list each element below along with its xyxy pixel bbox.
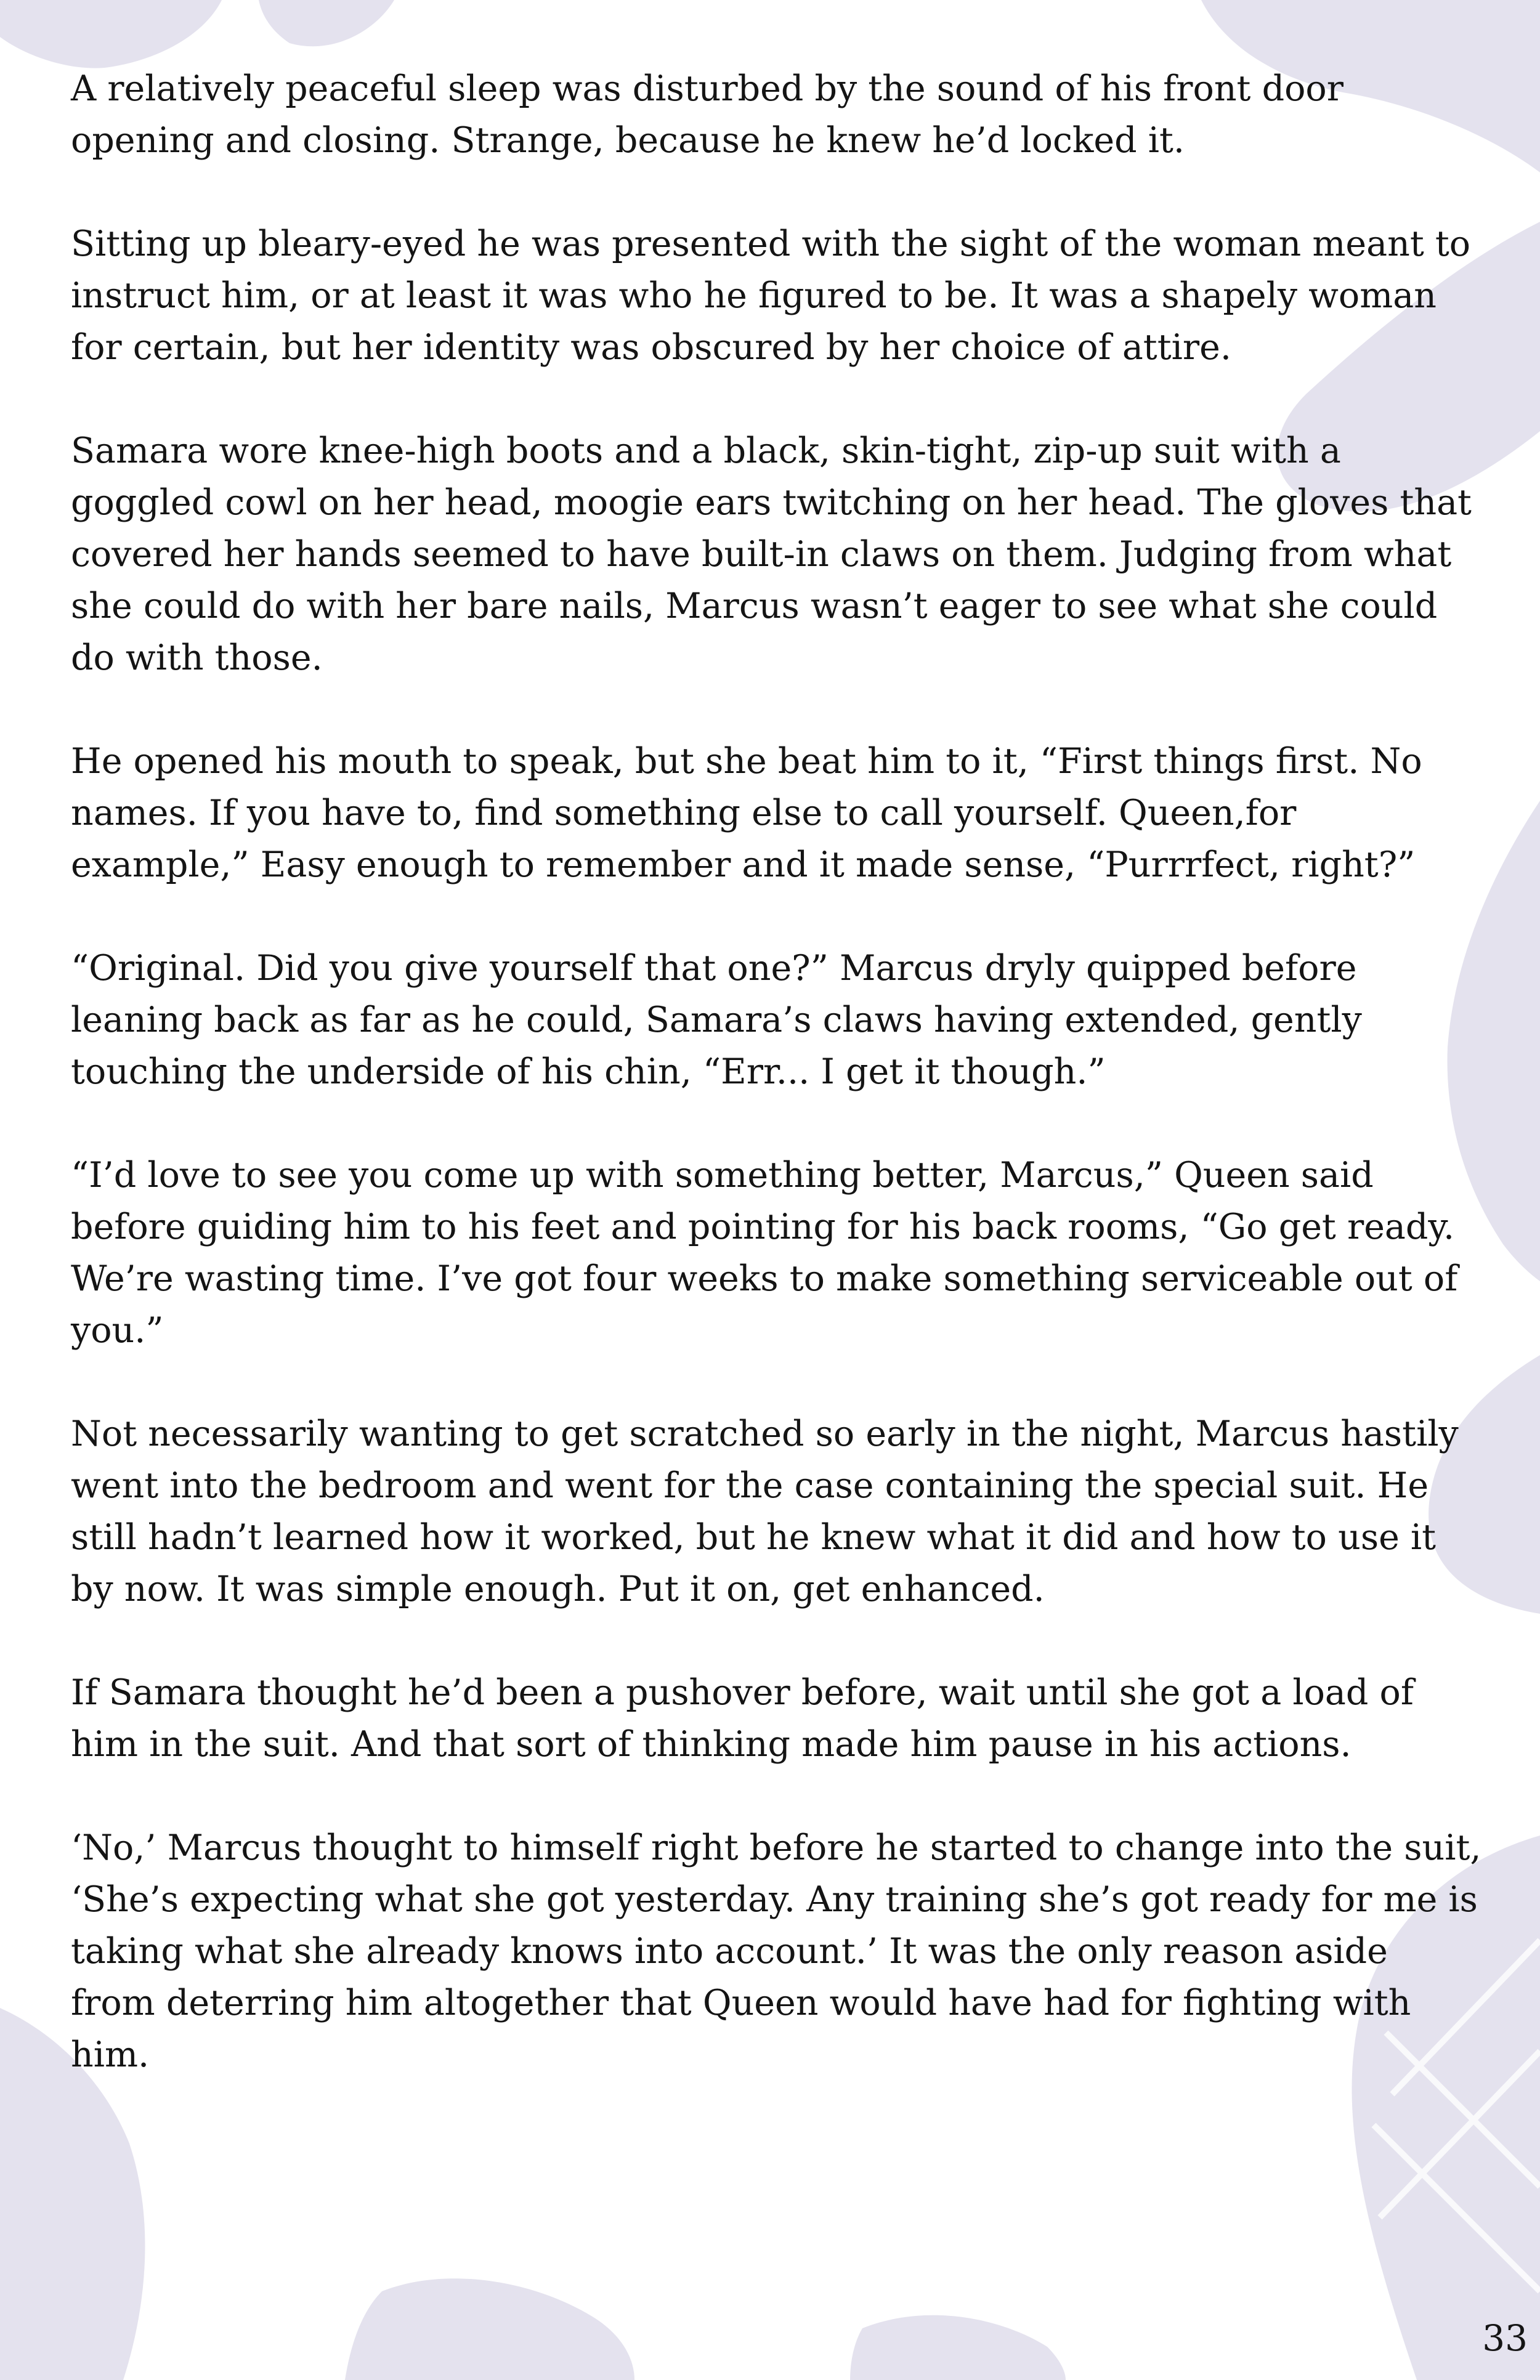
paragraph-2: Sitting up bleary-eyed he was presented with the sight of the woman meant to instruct him, or at least it was who he figured to be. It was a shapely woman for certain, but her identity was obscured by her choice of attire. [71,224,1471,368]
leaf-shape-bottom-mid [850,2315,1066,2380]
paragraph-6: “I’d love to see you come up with something better, Marcus,” Queen said before guiding him to his feet and pointing for his back rooms, “Go get ready. We’re wasting time. I’ve got four weeks to make something serviceable out of you.” [71,1155,1458,1351]
story-text [71,63,1481,2132]
page-number: 33 [1482,2317,1528,2359]
paragraph-3: Samara wore knee-high boots and a black, skin-tight, zip-up suit with a goggled cowl on her head, moogie ears twitching on her head. The gloves that covered her hands seemed to have built-in claws on them. Judging from what she could do with her bare nails, Marcus wasn’t eager to see what she could do with those. [71,431,1472,678]
leaf-shape-top-left [0,0,222,68]
paragraph-4: He opened his mouth to speak, but she beat him to it, “First things first. No names. If you have to, find something else to call yourself. Queen,for example,” Easy enough to remember and it made sense, “Purrrfect, right?” [71,741,1422,885]
paragraph-9: ‘No,’ Marcus thought to himself right before he started to change into the suit, ‘She’s expecting what she got yesterday. Any training she’s got ready for me is taking what she already knows into account.’ It was the only reason aside from deterring him altogether that Queen would have had for fighting with him. [71,1827,1481,2075]
paragraph-8: If Samara thought he’d been a pushover before, wait until she got a load of him in the suit. And that sort of thinking made him pause in his actions. [71,1672,1414,1765]
leaf-shape-bottom-center [345,2278,634,2380]
paragraph-7: Not necessarily wanting to get scratched so early in the night, Marcus hastily went into the bedroom and went for the case containing the special suit. He still hadn’t learned how it worked, but he knew what it did and how to use it by now. It was simple enough. Put it on, get enhanced. [71,1414,1459,1609]
leaf-shape-top-left-2 [259,0,394,46]
paragraph-1: A relatively peaceful sleep was disturbed by the sound of his front door opening and closing. Strange, because he knew he’d locked it. [71,68,1343,161]
paragraph-5: “Original. Did you give yourself that one?” Marcus dryly quipped before leaning back as far as he could, Samara’s claws having extended, gently touching the underside of his chin, “Err... I get it though.” [71,948,1362,1092]
